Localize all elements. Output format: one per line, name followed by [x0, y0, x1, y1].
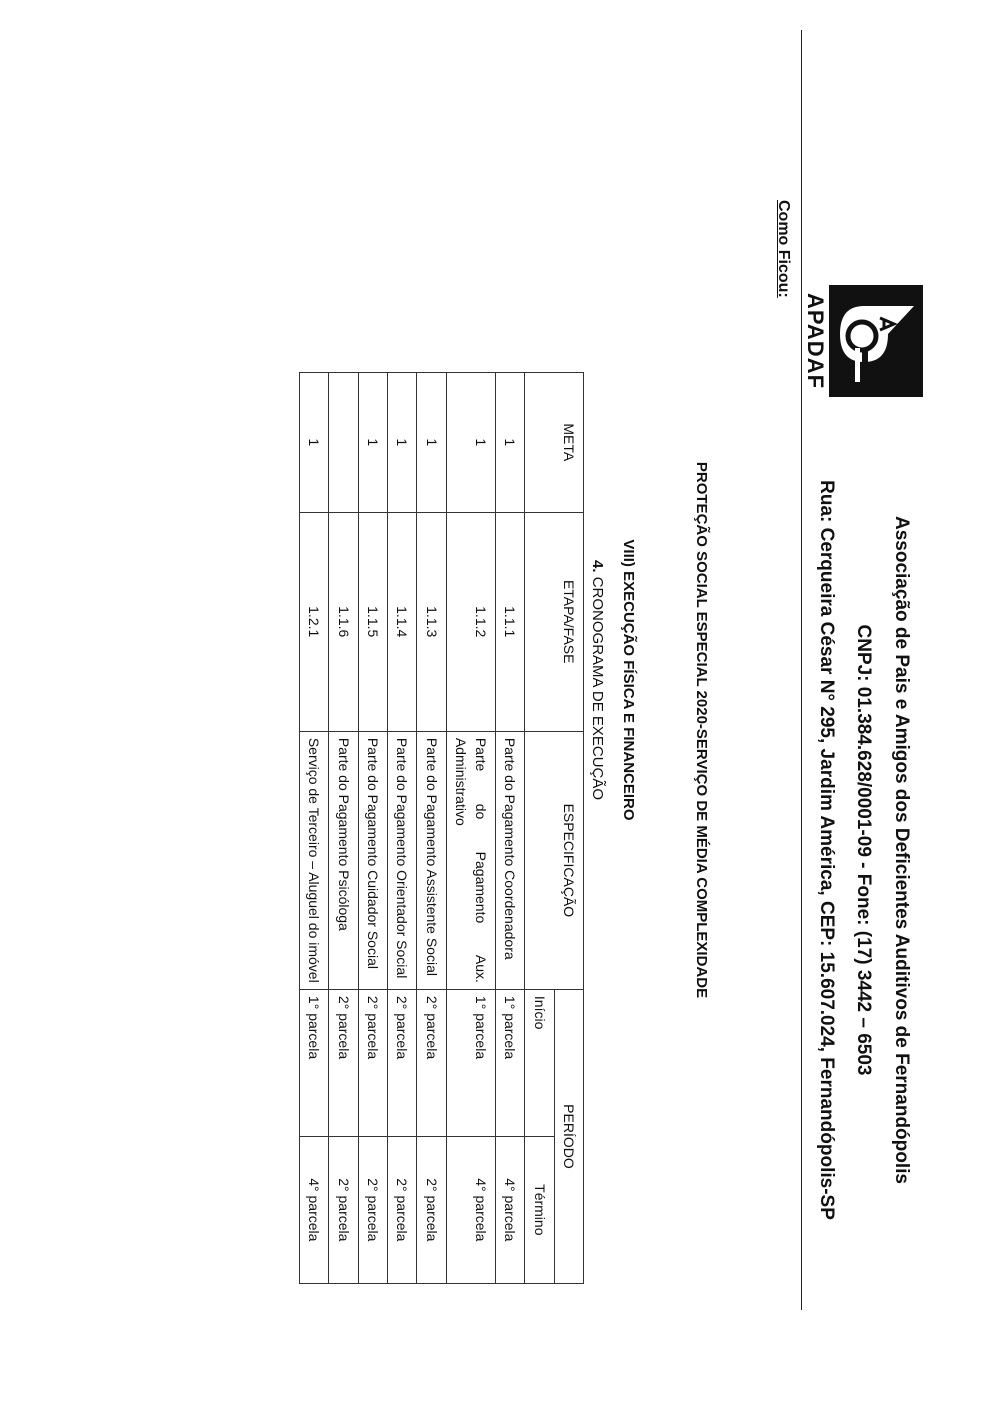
- cell-meta: [329, 373, 358, 513]
- header-inicio: Início: [525, 989, 554, 1136]
- cell-etapa: 1.1.5: [358, 512, 387, 731]
- table-header-row: [554, 373, 583, 1284]
- cell-termino: 4° parcela: [300, 1136, 329, 1283]
- cell-especificacao: Parte do Pagamento Psicóloga: [329, 731, 358, 989]
- header-divider: [801, 30, 802, 1310]
- header-etapa: ETAPA/FASE: [525, 512, 584, 731]
- cell-termino: 2° parcela: [329, 1136, 358, 1283]
- cell-especificacao: Parte do Pagamento Coordenadora: [496, 731, 525, 989]
- cell-meta: 1: [496, 373, 525, 513]
- cell-inicio: 1° parcela: [300, 989, 329, 1136]
- schedule-table: [299, 372, 584, 1284]
- header-meta: META: [525, 373, 584, 513]
- cell-meta: 1: [358, 373, 387, 513]
- cell-especificacao: Parte do Pagamento Orientador Social: [387, 731, 416, 989]
- section-title: VIII) EXECUÇÃO FÍSICA E FINANCEIRO: [620, 539, 637, 821]
- cell-especificacao: Parte do Pagamento Cuidador Social: [358, 731, 387, 989]
- table-row: [300, 373, 329, 1284]
- subsection-title: [589, 560, 606, 800]
- cell-especificacao: Parte do Pagamento Assistente Social: [417, 731, 446, 989]
- program-title: PROTEÇÃO SOCIAL ESPECIAL 2020-SERVIÇO DE MÉDIA COMPLEXIDADE: [693, 461, 710, 999]
- cell-meta: 1: [417, 373, 446, 513]
- logo-mark-icon: [828, 284, 924, 398]
- apadaf-logo: [828, 284, 924, 398]
- cell-termino: 2° parcela: [417, 1136, 446, 1283]
- cell-inicio: 2° parcela: [417, 989, 446, 1136]
- cell-inicio: 1° parcela: [446, 989, 496, 1136]
- como-ficou-note: Como Ficou:: [775, 200, 792, 298]
- cell-meta: 1: [300, 373, 329, 513]
- cell-inicio: 2° parcela: [358, 989, 387, 1136]
- cell-termino: 2° parcela: [387, 1136, 416, 1283]
- subsection-text: CRONOGRAMA DE EXECUÇÃO: [589, 576, 606, 801]
- cell-etapa: 1.1.2: [446, 512, 496, 731]
- cell-especificacao: Parte do Pagamento Aux. Administrativo: [446, 731, 496, 989]
- cell-inicio: 2° parcela: [387, 989, 416, 1136]
- table-row: [417, 373, 446, 1284]
- cell-etapa: 1.1.4: [387, 512, 416, 731]
- logo-text: APADAF: [803, 292, 828, 390]
- table-row: [387, 373, 416, 1284]
- cell-meta: 1: [387, 373, 416, 513]
- cell-termino: 4° parcela: [446, 1136, 496, 1283]
- table-row: [446, 373, 496, 1284]
- cell-inicio: 2° parcela: [329, 989, 358, 1136]
- cell-inicio: 1° parcela: [496, 989, 525, 1136]
- cell-meta: 1: [446, 373, 496, 513]
- header-periodo: PERÍODO: [554, 989, 583, 1283]
- header-termino: Término: [525, 1136, 554, 1283]
- cell-termino: 2° parcela: [358, 1136, 387, 1283]
- cell-etapa: 1.1.1: [496, 512, 525, 731]
- cell-etapa: 1.1.6: [329, 512, 358, 731]
- cnpj-phone: CNPJ: 01.384.628/0001-09 - Fone: (17) 3442 – 6503: [853, 624, 874, 1076]
- cell-termino: 4° parcela: [496, 1136, 525, 1283]
- header-especificacao: ESPECIFICAÇÃO: [525, 731, 584, 989]
- cell-etapa: 1.2.1: [300, 512, 329, 731]
- subsection-number: 4.: [589, 560, 606, 573]
- table-row: [358, 373, 387, 1284]
- cell-etapa: 1.1.3: [417, 512, 446, 731]
- address: Rua: Cerqueira César N° 295, Jardim América, CEP: 15.607.024, Fernandópolis-SP: [816, 480, 837, 1220]
- table-row: [496, 373, 525, 1284]
- org-name: Associação de Pais e Amigos dos Deficientes Auditivos de Fernandópolis: [891, 516, 912, 1184]
- cell-especificacao: Serviço de Terceiro – Aluguel do imóvel: [300, 731, 329, 989]
- table-row: [329, 373, 358, 1284]
